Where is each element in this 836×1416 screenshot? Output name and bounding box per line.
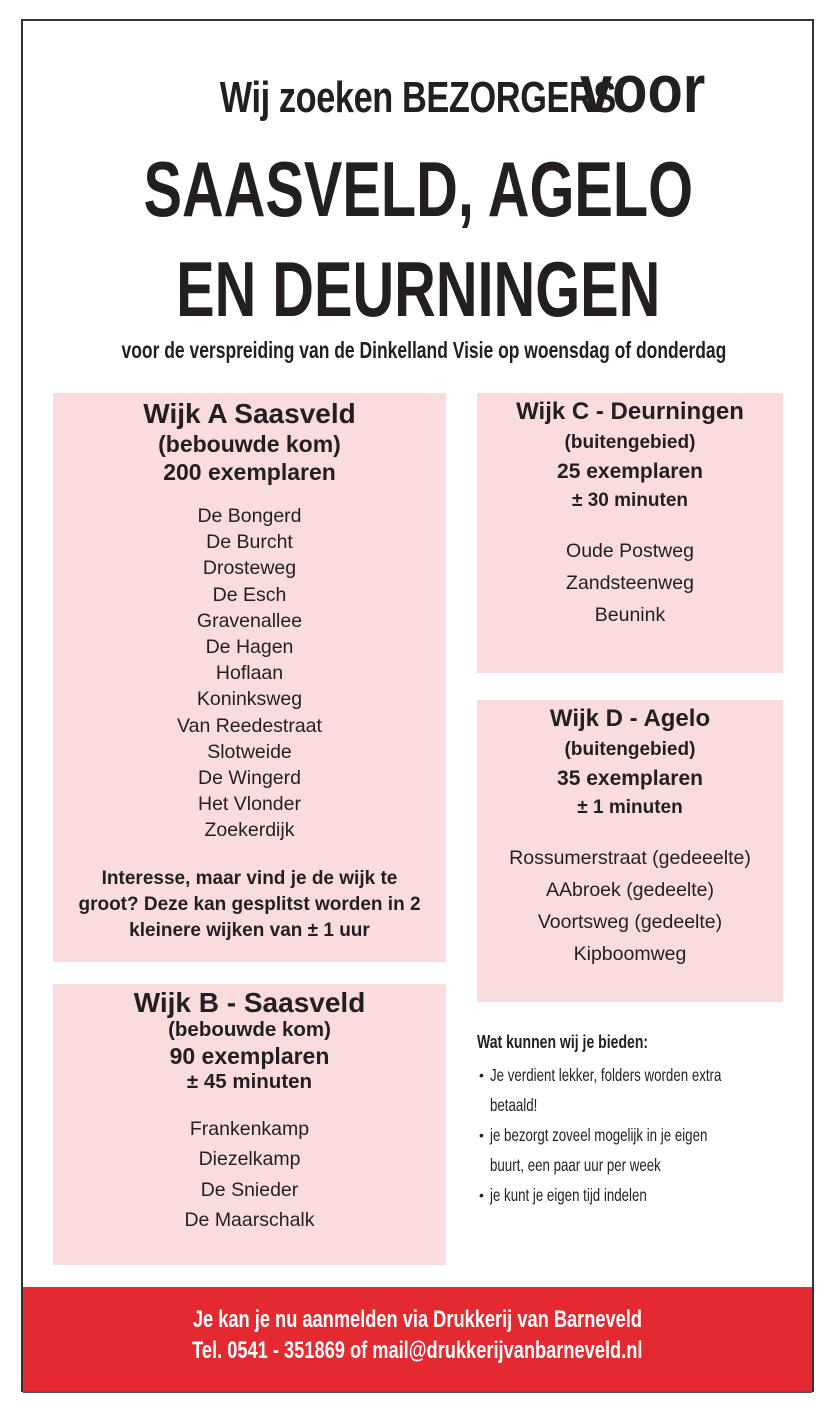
wijk-a-street-list	[53, 503, 446, 844]
street: Drosteweg	[202, 557, 297, 580]
offer-item-text: Je verdient lekker, folders worden extra betaald!	[490, 1065, 722, 1115]
street: Oude Postweg	[566, 540, 694, 562]
bullet-icon: •	[479, 1127, 484, 1143]
contact-text: Tel. 0541 - 351869 of mail@drukkerijvanbarneveld.nl	[192, 1337, 643, 1364]
offer-item	[477, 1120, 797, 1180]
offer-list	[477, 1060, 797, 1210]
street: De Maarschalk	[184, 1208, 315, 1231]
subtitle-text: voor de verspreiding van de Dinkelland Visie op woensdag of donderdag	[121, 337, 727, 363]
signup-text: Je kan je nu aanmelden via Drukkerij van Barneveld	[192, 1306, 643, 1333]
wijk-c-copies: 25 exemplaren	[557, 460, 703, 483]
street: AAbroek (gedeelte)	[545, 879, 715, 901]
street: Zandsteenweg	[566, 572, 694, 594]
wijk-a-title: Wijk A Saasveld	[143, 398, 356, 429]
street: De Bongerd	[197, 505, 302, 527]
wijk-c-box	[477, 393, 783, 673]
headline-line-3	[0, 245, 836, 333]
wijk-c-title: Wijk C - Deurningen	[516, 398, 744, 425]
street: Van Reedestraat	[177, 714, 322, 737]
wijk-c-street-list	[477, 535, 783, 631]
wijk-c-time: ± 30 minuten	[571, 490, 688, 511]
street: Gravenallee	[196, 609, 303, 632]
street: De Snieder	[200, 1178, 299, 1201]
street: Beunink	[594, 604, 666, 626]
bullet-icon: •	[479, 1187, 484, 1203]
wijk-b-box	[53, 984, 446, 1265]
offer-title: Wat kunnen wij je bieden:	[477, 1032, 649, 1052]
offer-item-text: je bezorgt zoveel mogelijk in je eigen buurt, een paar uur per week	[490, 1125, 708, 1175]
offer-item	[477, 1060, 797, 1120]
wijk-b-copies: 90 exemplaren	[169, 1043, 330, 1069]
wijk-d-time: ± 1 minuten	[577, 797, 683, 818]
street: De Burcht	[206, 531, 293, 554]
street: Kipboomweg	[573, 943, 687, 965]
street: Zoekerdijk	[204, 819, 295, 842]
street: De Hagen	[205, 636, 294, 659]
street: De Esch	[212, 583, 287, 606]
bullet-icon: •	[479, 1067, 484, 1083]
street: Frankenkamp	[189, 1118, 310, 1140]
offer-item	[477, 1180, 797, 1210]
street: Het Vlonder	[198, 793, 301, 816]
wijk-d-street-list	[477, 842, 783, 970]
signup-banner	[23, 1287, 812, 1393]
wijk-a-box	[53, 393, 446, 962]
wijk-d-title: Wijk D - Agelo	[549, 705, 711, 732]
subtitle	[0, 337, 836, 364]
wijk-c-area: (buitengebied)	[564, 432, 696, 453]
street: Diezelkamp	[198, 1148, 301, 1171]
headline-towns-1: SAASVELD, AGELO	[143, 145, 693, 233]
wijk-d-box	[477, 700, 783, 1002]
street: Koninksweg	[196, 688, 303, 711]
headline-we-seek: Wij zoeken BEZORGERS	[220, 73, 617, 122]
wijk-d-area: (buitengebied)	[564, 739, 696, 760]
wijk-b-time: ± 45 minuten	[186, 1070, 313, 1093]
wijk-a-split-note: Interesse, maar vind je de wijk te groot? Deze kan gesplitst worden in 2 kleinere wijken van ± 1 uur	[78, 867, 421, 941]
headline-line-1	[0, 50, 836, 127]
offer-item-text: je kunt je eigen tijd indelen	[490, 1185, 647, 1205]
headline-towns-2: EN DEURNINGEN	[175, 245, 661, 333]
street: De Wingerd	[198, 767, 301, 790]
wijk-a-area: (bebouwde kom)	[158, 431, 341, 457]
street: Hoflaan	[215, 662, 284, 685]
street: Voortsweg (gedeelte)	[537, 911, 723, 933]
wijk-b-area: (bebouwde kom)	[168, 1018, 331, 1041]
headline-voor: voor	[580, 51, 706, 127]
wijk-b-title: Wijk B - Saasveld	[133, 987, 366, 1018]
wijk-d-copies: 35 exemplaren	[557, 767, 703, 790]
wijk-b-street-list	[53, 1114, 446, 1235]
wijk-a-copies: 200 exemplaren	[163, 459, 336, 485]
street: Rossumerstraat (gedeeelte)	[509, 847, 751, 869]
headline-line-2	[0, 145, 836, 233]
street: Slotweide	[207, 740, 292, 763]
offer-section	[477, 1030, 797, 1210]
